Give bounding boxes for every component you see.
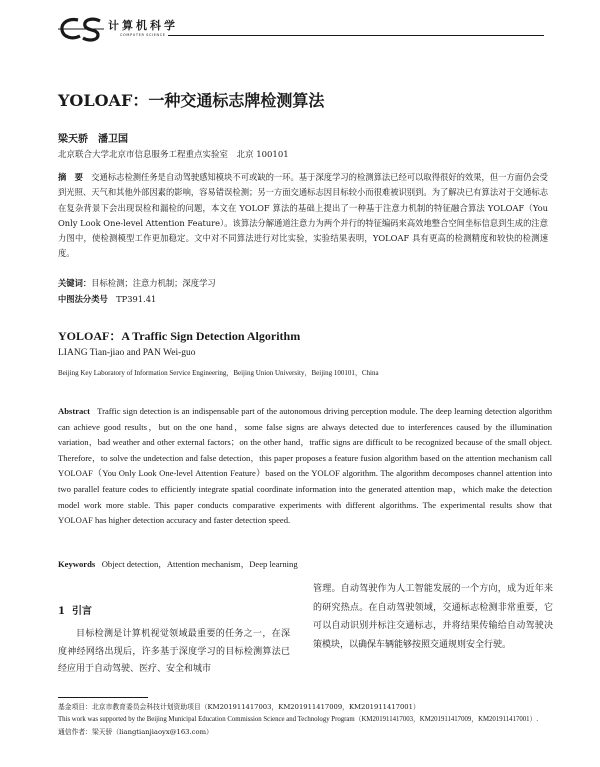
journal-header <box>58 14 544 44</box>
keywords-en <box>58 558 298 570</box>
classification-cn <box>58 293 156 305</box>
footnote-rule <box>58 697 148 698</box>
abstract-en-text: Traffic sign detection is an indispensable part of the autonomous driving perception module. The deep learning detection algorithm can achieve good results，but on the one hand，some false signs are always detected due to interferences caused by the illumination variation，bad weather and other external factors；on the other hand，traffic signs are difficult to be recognized because of the small object. Therefore，to solve the undetection and false detection，this paper proposes a feature fusion algorithm based on the attention mechanism call YOLOAF（You Only Look One-level Attention Feature）based on the YOLOF algorithm. The algorithm decomposes channel attention into two parallel feature codes to efficiently integrate spatial coordinate information into the generated attention map，which make the detection model work more stable. This paper conducts comparative experiments with different algorithms. The experimental results show that YOLOAF has higher detection accuracy and faster detection speed. <box>58 406 553 526</box>
section-1-heading <box>58 602 92 617</box>
footnote-corresponding: 通信作者：梁天骄（liangtianjiaoyx@163.com） <box>58 728 213 736</box>
affiliation-cn: 北京联合大学北京市信息服务工程重点实验室 北京 100101 <box>58 150 289 160</box>
footnote-fund-en: This work was supported by the Beijing Municipal Education Commission Science and Technology Program（KM201911417003，KM201911417009，KM201911417001）. <box>58 715 539 723</box>
abstract-en-label: Abstract <box>58 406 90 416</box>
authors-en: LIANG Tian-jiao and PAN Wei-guo <box>58 348 196 358</box>
keywords-cn-label: 关键词： <box>58 278 92 288</box>
keywords-cn <box>58 277 216 289</box>
classification-cn-label: 中图法分类号 <box>58 294 108 304</box>
abstract-cn-text: 交通标志检测任务是自动驾驶感知模块不可或缺的一环。基于深度学习的检测算法已经可以取得很好的效果，但一方面仍会受到光照、天气和其他外部因素的影响，容易错误检测；另一方面交通标志因目标较小而很难被识别到。为了解决已有算法对于交通标志在复杂背景下会出现误检和漏检的问题，本文在 YOLOF 算法的基础上提出了一种基于注意力机制的特征融合算法 YOLOAF（You Only Look One-level Attention Feature）。该算法分解通道注意力为两个并行的特征编码来高效地整合空间坐标信息到生成的注意力图中，使检测模型工作更加稳定。文中对不同算法进行对比实验，实验结果表明，YOLOAF 具有更高的检测精度和较快的检测速度。 <box>58 172 548 259</box>
affiliation-en: Beijing Key Laboratory of Information Service Engineering，Beijing Union University，Beijing 100101，China <box>58 369 379 377</box>
section-1-title: 引言 <box>71 606 92 617</box>
paper-title-cn: YOLOAF：一种交通标志牌检测算法 <box>58 91 325 110</box>
journal-name-cn: 计算机科学 <box>108 19 178 32</box>
footnote-fund-cn: 基金项目：北京市教育委员会科技计划资助项目（KM201911417003，KM201911417009，KM201911417001） <box>58 703 420 711</box>
abstract-en <box>58 404 552 529</box>
body-left-column: 目标检测是计算机视觉领域最重要的任务之一，在深度神经网络出现后，许多基于深度学习的目标检测算法已经应用于自动驾驶、医疗、安全和城市 <box>58 629 290 674</box>
authors-cn: 梁天骄 潘卫国 <box>58 134 128 145</box>
body-right-column: 管理。自动驾驶作为人工智能发展的一个方向，成为近年来的研究热点。在自动驾驶领域，交通标志检测非常重要，它可以自动识别并标注交通标志，并将结果传输给自动驾驶决策模块，以确保车辆能够按照交通规则安全行驶。 <box>313 584 553 650</box>
paper-title-en: YOLOAF：A Traffic Sign Detection Algorithm <box>58 329 301 343</box>
keywords-cn-text: 目标检测；注意力机制；深度学习 <box>91 278 216 288</box>
section-1-number: 1 <box>58 606 65 617</box>
footnotes <box>58 701 558 739</box>
abstract-cn-label: 摘 要 <box>58 172 83 182</box>
keywords-en-text: Object detection，Attention mechanism，Deep learning <box>101 559 298 569</box>
journal-logo <box>58 14 104 44</box>
keywords-en-label: Keywords <box>58 559 96 569</box>
classification-cn-text: TP391.41 <box>116 294 157 304</box>
journal-name-en: COMPUTER SCIENCE <box>120 33 166 37</box>
abstract-cn <box>58 170 548 262</box>
header-rule <box>168 35 544 36</box>
